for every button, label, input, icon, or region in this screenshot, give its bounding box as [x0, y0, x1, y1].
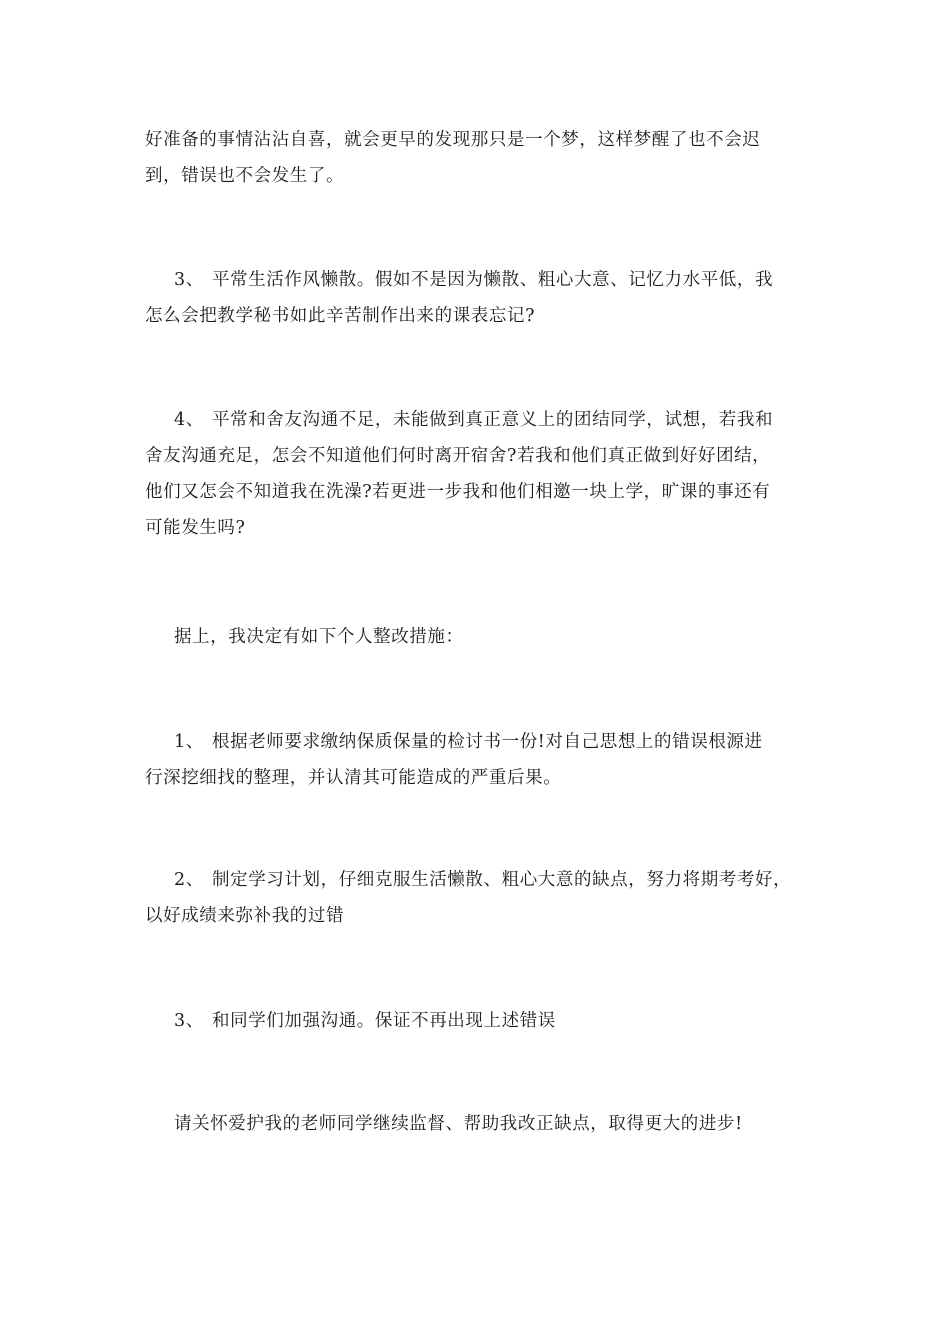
item-number: 4、: [174, 410, 204, 430]
text-line: 舍友沟通充足，怎会不知道他们何时离开宿舍?若我和他们真正做到好好团结，: [145, 446, 771, 466]
text-line: 他们又怎会不知道我在洗澡?若更进一步我和他们相邀一块上学，旷课的事还有: [145, 482, 771, 502]
item-number: 1、: [174, 732, 204, 752]
text-line: 可能发生吗?: [145, 518, 246, 538]
text-line: 请关怀爱护我的老师同学继续监督、帮助我改正缺点，取得更大的进步!: [174, 1114, 743, 1134]
text-line: 到，错误也不会发生了。: [145, 166, 345, 186]
paragraph-continuation: [145, 122, 817, 194]
text-line: 据上，我决定有如下个人整改措施：: [174, 627, 464, 647]
paragraph-reason-4: [145, 402, 817, 546]
paragraph-closing: [145, 1106, 817, 1142]
text-line: 和同学们加强沟通。保证不再出现上述错误: [212, 1011, 556, 1031]
item-number: 3、: [174, 1011, 204, 1031]
paragraph-measure-1: [145, 724, 817, 796]
item-number: 2、: [174, 870, 204, 890]
text-line: 制定学习计划，仔细克服生活懒散、粗心大意的缺点，努力将期考考好，: [212, 870, 792, 890]
paragraph-measure-3: [145, 1003, 817, 1039]
text-line: 好准备的事情沾沾自喜，就会更早的发现那只是一个梦，这样梦醒了也不会迟: [145, 130, 761, 150]
paragraph-measures-intro: [145, 619, 817, 655]
text-line: 根据老师要求缴纳保质保量的检讨书一份!对自己思想上的错误根源进: [212, 732, 763, 752]
item-number: 3、: [174, 270, 204, 290]
paragraph-measure-2: [145, 862, 817, 934]
paragraph-reason-3: [145, 262, 817, 334]
text-line: 平常和舍友沟通不足，未能做到真正意义上的团结同学，试想，若我和: [212, 410, 774, 430]
text-line: 以好成绩来弥补我的过错: [145, 906, 345, 926]
text-line: 怎么会把教学秘书如此辛苦制作出来的课表忘记?: [145, 306, 536, 326]
text-line: 行深挖细找的整理，并认清其可能造成的严重后果。: [145, 768, 562, 788]
text-line: 平常生活作风懒散。假如不是因为懒散、粗心大意、记忆力水平低，我: [212, 270, 774, 290]
